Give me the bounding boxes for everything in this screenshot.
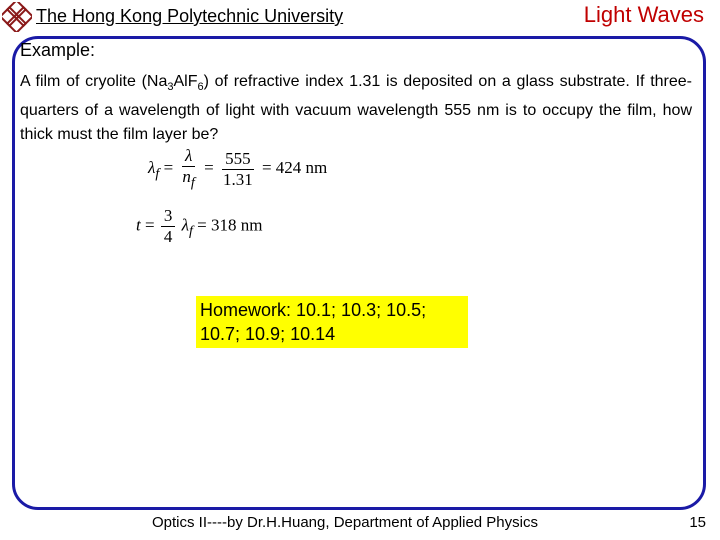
eq1-fraction-numeric: [220, 149, 256, 190]
eq2-lambda: λ: [181, 215, 189, 235]
subscript-f: 6: [197, 81, 204, 94]
footer-credit: Optics II----by Dr.H.Huang, Department of Applied Physics: [152, 514, 538, 531]
problem-text-end: ) of refractive index 1.31 is deposited on a glass substrate. If three-quarters of a wavelength of light with vacuum wavelength 555 nm is to occupy the film, how thick must the film layer be?: [20, 73, 692, 144]
university-name: The Hong Kong Polytechnic University: [36, 6, 344, 26]
polyu-logo-icon: [2, 2, 32, 32]
eq1-fraction-symbolic: [179, 146, 197, 192]
homework-line-2: 10.7; 10.9; 10.14: [200, 324, 336, 344]
page-number: 15: [689, 514, 706, 531]
eq1-frac2-num: 555: [222, 149, 254, 170]
eq2-t: t: [136, 215, 141, 235]
eq1-frac1-den: n: [182, 167, 191, 186]
problem-text-alf: AlF: [173, 73, 198, 90]
problem-text-start: A film of cryolite (Na: [20, 73, 168, 90]
homework-line-1: Homework: 10.1; 10.3; 10.5;: [200, 300, 427, 320]
eq1-frac2-den: 1.31: [222, 169, 253, 189]
example-heading: Example:: [20, 40, 96, 60]
eq2-fraction: [161, 206, 176, 247]
eq2-frac-num: 3: [161, 206, 176, 227]
eq1-frac1-den-sub: f: [190, 174, 195, 191]
eq2-lambda-sub: f: [188, 222, 193, 239]
eq1-frac1-num: λ: [182, 146, 195, 167]
equation-wavelength: $\lambda_f$ = $\frac{\lambda}{n_f}$ = $\frac{555}{1.31}$ = 424 nm: [148, 146, 328, 191]
problem-statement: [20, 70, 692, 147]
eq2-frac-den: 4: [163, 227, 173, 246]
eq1-lambda: λ: [148, 158, 156, 178]
slide-topic: Light Waves: [583, 2, 704, 27]
eq1-lambda-sub: f: [155, 165, 160, 182]
equation-thickness: t = $\frac{3}{4}$ $\lambda_f = 318$ nm: [136, 206, 263, 246]
homework-box: [196, 296, 468, 348]
eq1-result: = 424 nm: [261, 158, 328, 178]
subscript-na: 3: [167, 81, 174, 94]
eq2-result: = 318 nm: [197, 215, 263, 235]
